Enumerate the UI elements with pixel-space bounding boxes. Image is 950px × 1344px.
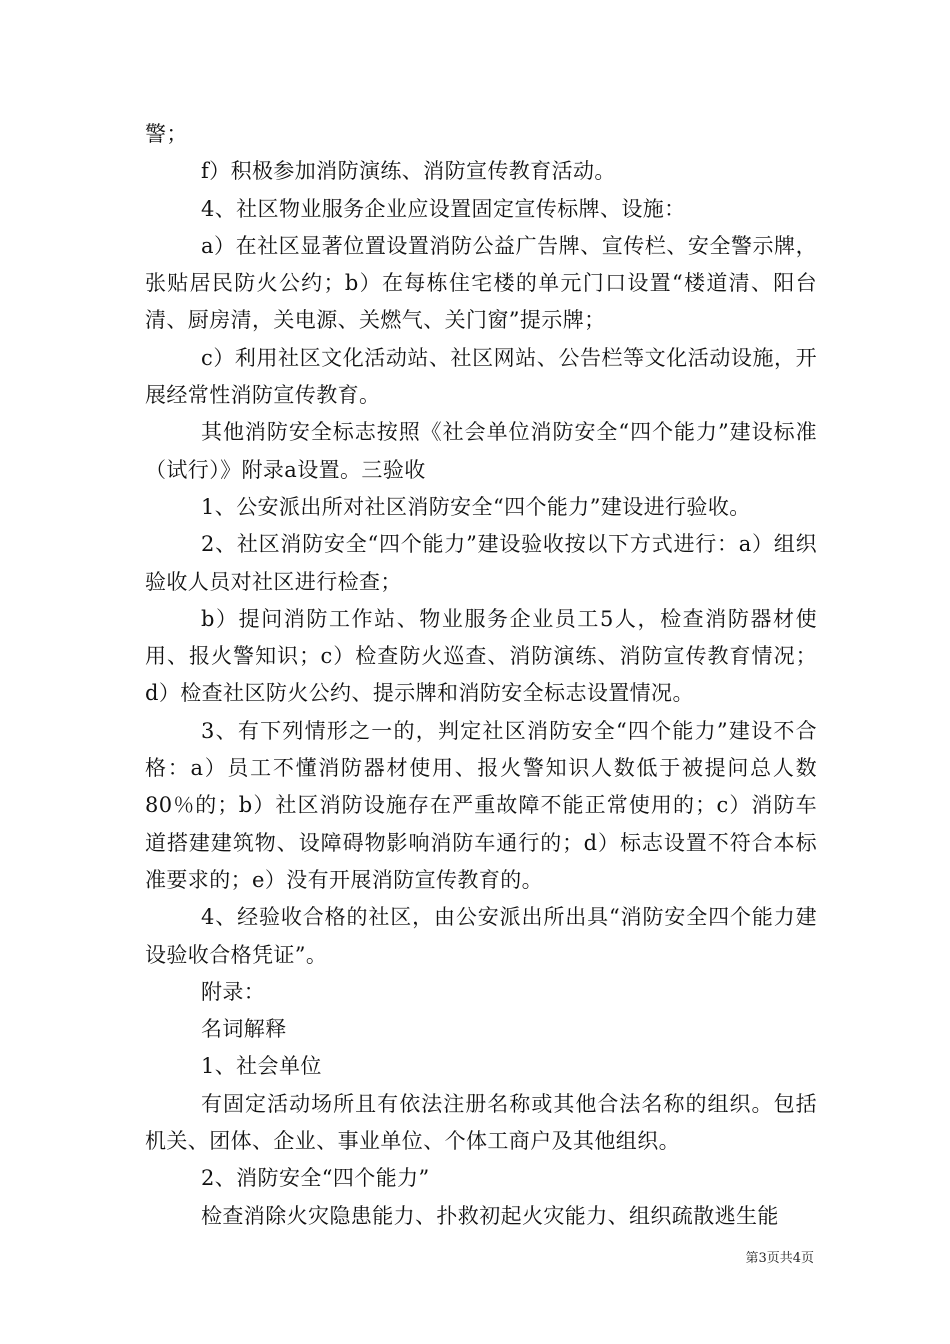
paragraph-2: f）积极参加消防演练、消防宣传教育活动。 (201, 159, 616, 184)
paragraph-16: 2、消防安全“四个能力” (201, 1166, 430, 1191)
document-body (145, 116, 817, 1235)
paragraph-9: b）提问消防工作站、物业服务企业员工5人，检查消防器材使用、报火警知识；c）检查防火巡查、消防演练、消防宣传教育情况；d）检查社区防火公约、提示牌和消防安全标志设置情况。 (145, 606, 817, 706)
paragraph-7: 1、公安派出所对社区消防安全“四个能力”建设进行验收。 (201, 494, 751, 519)
paragraph-1: 警； (145, 122, 188, 146)
paragraph-3: 4、社区物业服务企业应设置固定宣传标牌、设施： (201, 196, 686, 221)
paragraph-15: 有固定活动场所且有依法注册名称或其他合法名称的组织。包括机关、团体、企业、事业单位、个体工商户及其他组织。 (145, 1091, 817, 1154)
paragraph-11: 4、经验收合格的社区，由公安派出所出具“消防安全四个能力建设验收合格凭证”。 (145, 905, 817, 967)
paragraph-6: 其他消防安全标志按照《社会单位消防安全“四个能力”建设标准（试行）》附录a设置。三验收 (145, 420, 817, 482)
paragraph-12: 附录： (201, 979, 266, 1004)
paragraph-13: 名词解释 (201, 1017, 287, 1042)
paragraph-4: a）在社区显著位置设置消防公益广告牌、宣传栏、安全警示牌，张贴居民防火公约；b）在每栋住宅楼的单元门口设置“楼道清、阳台清、厨房清，关电源、关燃气、关门窗”提示牌； (145, 233, 817, 333)
page-number-footer: 第3页共4页 (745, 1251, 814, 1266)
paragraph-14: 1、社会单位 (201, 1054, 322, 1079)
paragraph-10: 3、有下列情形之一的，判定社区消防安全“四个能力”建设不合格：a）员工不懂消防器材使用、报火警知识人数低于被提问总人数80％的；b）社区消防设施存在严重故障不能正常使用的；c）消防车道搭建建筑物、设障碍物影响消防车通行的；d）标志设置不符合本标准要求的；e）没有开展消防宣传教育的。 (145, 718, 817, 892)
paragraph-17: 检查消除火灾隐患能力、扑救初起火灾能力、组织疏散逃生能 (201, 1203, 779, 1228)
paragraph-5: c）利用社区文化活动站、社区网站、公告栏等文化活动设施，开展经常性消防宣传教育。 (145, 345, 817, 408)
paragraph-8: 2、社区消防安全“四个能力”建设验收按以下方式进行：a）组织验收人员对社区进行检查； (145, 532, 817, 594)
